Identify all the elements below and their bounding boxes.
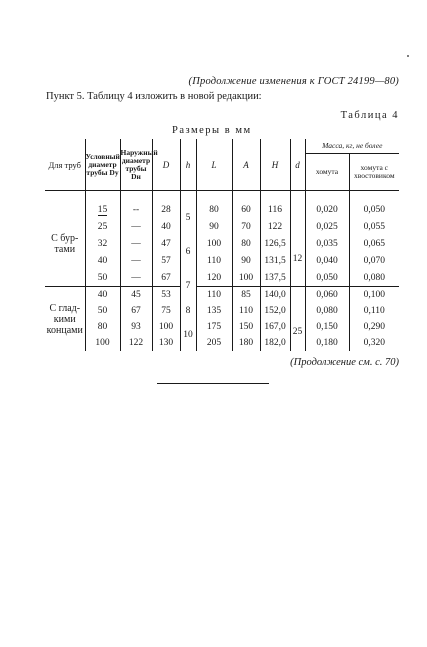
cell-dy: 80	[85, 319, 120, 335]
cell-L: 90	[196, 218, 232, 235]
cell-mass-tail: 0,055	[349, 218, 399, 235]
cell-h: 5	[180, 191, 196, 236]
cell-L: 135	[196, 303, 232, 319]
group-label-flanged: С бур-тами	[51, 232, 79, 255]
cell-L: 110	[196, 287, 232, 304]
cell-A: 70	[232, 218, 260, 235]
cell-L: 120	[196, 269, 232, 287]
cell-h: 10	[180, 319, 196, 351]
cell-A: 85	[232, 287, 260, 304]
header-nominal-diameter: Условный диаметр трубы Dу	[85, 139, 120, 191]
group-label-smooth: С глад-кими концами	[45, 287, 85, 352]
cell-H: 137,5	[260, 269, 290, 287]
header-D: D	[152, 139, 180, 191]
cell-mass-clamp: 0,035	[305, 235, 349, 252]
table-row	[45, 235, 399, 252]
cell-dn: —	[120, 269, 152, 287]
header-mass-clamp: хомута	[305, 154, 349, 191]
cell-D: 53	[152, 287, 180, 304]
cell-A: 110	[232, 303, 260, 319]
cell-A: 80	[232, 235, 260, 252]
cell-dn: —	[120, 218, 152, 235]
cell-dn: 45	[120, 287, 152, 304]
dimensions-table	[45, 139, 399, 351]
cell-dy: 50	[85, 269, 120, 287]
cell-D: 100	[152, 319, 180, 335]
cell-mass-clamp: 0,040	[305, 252, 349, 269]
header-mass-group: Масса, кг, не более	[305, 139, 399, 154]
cell-H: 131,5	[260, 252, 290, 269]
cell-dy: 40	[85, 252, 120, 269]
header-pipe-type: Для труб	[45, 139, 85, 191]
continuation-footer: (Продолжение см. с. 70)	[290, 357, 399, 368]
cell-dn: 122	[120, 335, 152, 351]
continuation-header: (Продолжение изменения к ГОСТ 24199—80)	[188, 76, 399, 87]
cell-D: 67	[152, 269, 180, 287]
cell-mass-clamp: 0,020	[305, 191, 349, 219]
cell-A: 180	[232, 335, 260, 351]
cell-D: 57	[152, 252, 180, 269]
cell-dy: 50	[85, 303, 120, 319]
cell-dn: 93	[120, 319, 152, 335]
header-H: H	[260, 139, 290, 191]
table-row	[45, 287, 399, 304]
cell-H: 182,0	[260, 335, 290, 351]
table-caption: Таблица 4	[340, 110, 399, 121]
cell-h: 7	[180, 269, 196, 303]
cell-H: 126,5	[260, 235, 290, 252]
cell-L: 100	[196, 235, 232, 252]
cell-h: 8	[180, 303, 196, 319]
cell-H: 167,0	[260, 319, 290, 335]
cell-D: 75	[152, 303, 180, 319]
header-L: L	[196, 139, 232, 191]
header-d: d	[290, 139, 305, 191]
table-row	[45, 191, 399, 219]
cell-A: 100	[232, 269, 260, 287]
instruction-text: Пункт 5. Таблицу 4 изложить в новой редакции:	[46, 91, 262, 102]
divider-line	[157, 383, 269, 384]
cell-dy: 32	[85, 235, 120, 252]
cell-mass-tail: 0,050	[349, 191, 399, 219]
cell-mass-clamp: 0,150	[305, 319, 349, 335]
cell-dn: —	[120, 252, 152, 269]
cell-L: 205	[196, 335, 232, 351]
cell-d: 25	[290, 287, 305, 352]
cell-H: 152,0	[260, 303, 290, 319]
cell-mass-tail: 0,065	[349, 235, 399, 252]
cell-H: 140,0	[260, 287, 290, 304]
cell-mass-tail: 0,080	[349, 269, 399, 287]
cell-mass-tail: 0,070	[349, 252, 399, 269]
cell-d: 12	[290, 191, 305, 287]
cell-L: 110	[196, 252, 232, 269]
cell-mass-tail: 0,290	[349, 319, 399, 335]
table-row	[45, 269, 399, 287]
cell-L: 175	[196, 319, 232, 335]
cell-dn: --	[120, 191, 152, 219]
header-outer-diameter: Наружный диаметр трубы Dн	[120, 139, 152, 191]
cell-mass-clamp: 0,060	[305, 287, 349, 304]
table-row	[45, 303, 399, 319]
page-speck	[407, 55, 409, 57]
cell-H: 116	[260, 191, 290, 219]
cell-dn: —	[120, 235, 152, 252]
table-row	[45, 218, 399, 235]
cell-A: 90	[232, 252, 260, 269]
cell-dy: 40	[85, 287, 120, 304]
cell-h: 6	[180, 235, 196, 269]
cell-mass-clamp: 0,050	[305, 269, 349, 287]
cell-L: 80	[196, 191, 232, 219]
header-A: A	[232, 139, 260, 191]
cell-mass-clamp: 0,080	[305, 303, 349, 319]
cell-H: 122	[260, 218, 290, 235]
cell-mass-clamp: 0,025	[305, 218, 349, 235]
cell-D: 40	[152, 218, 180, 235]
cell-dn: 67	[120, 303, 152, 319]
cell-mass-clamp: 0,180	[305, 335, 349, 351]
cell-mass-tail: 0,100	[349, 287, 399, 304]
cell-dy: 25	[85, 218, 120, 235]
dimensions-caption: Размеры в мм	[172, 125, 252, 136]
cell-dy: 15	[97, 204, 108, 215]
table-row	[45, 335, 399, 351]
cell-D: 28	[152, 191, 180, 219]
table-row	[45, 319, 399, 335]
cell-D: 130	[152, 335, 180, 351]
cell-A: 60	[232, 191, 260, 219]
cell-dy: 100	[85, 335, 120, 351]
table-row	[45, 252, 399, 269]
cell-D: 47	[152, 235, 180, 252]
cell-A: 150	[232, 319, 260, 335]
cell-mass-tail: 0,320	[349, 335, 399, 351]
header-h: h	[180, 139, 196, 191]
cell-mass-tail: 0,110	[349, 303, 399, 319]
header-mass-tail: хомута с хвостовиком	[349, 154, 399, 191]
